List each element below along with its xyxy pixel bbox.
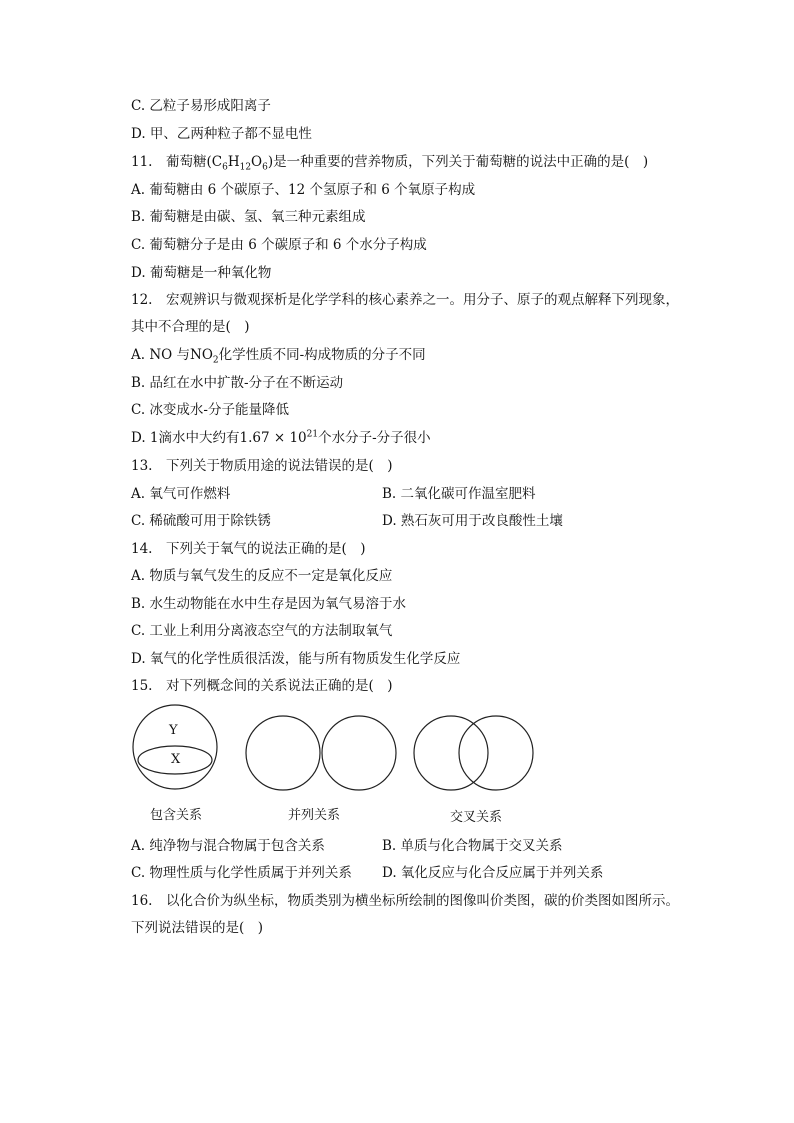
q11-option-b: B. 葡萄糖是由碳、氢、氧三种元素组成 — [131, 209, 366, 225]
venn-contain-outer — [133, 705, 217, 789]
q14-option-b: B. 水生动物能在水中生存是因为氧气易溶于水 — [131, 596, 407, 612]
q16-stem: 16. 以化合价为纵坐标，物质类别为横坐标所绘制的图像叫价类图，碳的价类图如图所示。 — [131, 893, 679, 909]
venn-cross-right — [459, 716, 533, 790]
q11-option-d: D. 葡萄糖是一种氧化物 — [131, 265, 272, 281]
q11-stem: 11. 葡萄糖$(C_6H_{12}O_6)$是一种重要的营养物质，下列关于葡萄糖的说法中正确的是( ) — [131, 154, 649, 173]
venn-parallel-right — [322, 716, 396, 790]
q14-option-d: D. 氧气的化学性质很活泼，能与所有物质发生化学反应 — [131, 651, 461, 667]
q12-stem-cont: 其中不合理的是( ) — [131, 319, 250, 335]
venn-cross-left — [414, 716, 488, 790]
q12-option-a: A. NO 与$NO_2$化学性质不同-构成物质的分子不同 — [131, 347, 426, 366]
option-c-prev: C. 乙粒子易形成阳离子 — [131, 98, 271, 114]
q15-option-d: D. 氧化反应与化合反应属于并列关系 — [382, 865, 604, 881]
q16-stem-cont: 下列说法错误的是( ) — [131, 920, 264, 936]
q13-option-d: D. 熟石灰可用于改良酸性土壤 — [382, 513, 563, 529]
venn-parallel-left — [246, 716, 320, 790]
q14-option-c: C. 工业上利用分离液态空气的方法制取氧气 — [131, 623, 393, 639]
q15-option-a: A. 纯净物与混合物属于包含关系 — [131, 838, 325, 854]
venn-caption-cross: 交叉关系 — [450, 810, 503, 825]
q13-option-c: C. 稀硫酸可用于除铁锈 — [131, 513, 271, 529]
q12-option-c: C. 冰变成水-分子能量降低 — [131, 402, 289, 418]
q15-option-c: C. 物理性质与化学性质属于并列关系 — [131, 865, 352, 881]
q13-stem: 13. 下列关于物质用途的说法错误的是( ) — [131, 458, 393, 474]
q14-stem: 14. 下列关于氧气的说法正确的是( ) — [131, 541, 366, 557]
q11-option-c: C. 葡萄糖分子是由 6 个碳原子和 6 个水分子构成 — [131, 237, 427, 253]
q12-stem: 12. 宏观辨识与微观探析是化学学科的核心素养之一。用分子、原子的观点解释下列现象， — [131, 292, 679, 308]
venn-label-y: Y — [169, 723, 178, 738]
q15-stem: 15. 对下列概念间的关系说法正确的是( ) — [131, 678, 393, 694]
venn-label-x: X — [171, 752, 181, 767]
q13-option-a: A. 氧气可作燃料 — [131, 486, 231, 502]
q14-option-a: A. 物质与氧气发生的反应不一定是氧化反应 — [131, 568, 393, 584]
venn-caption-contain: 包含关系 — [150, 808, 203, 823]
q12-option-d: D. 1滴水中大约有$1.67 \times 10^{21}$个水分子-分子很小 — [131, 429, 431, 446]
option-d-prev: D. 甲、乙两种粒子都不显电性 — [131, 126, 312, 142]
q13-option-b: B. 二氧化碳可作温室肥料 — [382, 486, 536, 502]
q11-option-a: A. 葡萄糖由 6 个碳原子、12 个氢原子和 6 个氧原子构成 — [131, 182, 476, 198]
q15-option-b: B. 单质与化合物属于交叉关系 — [382, 838, 563, 854]
venn-caption-parallel: 并列关系 — [288, 808, 341, 823]
q12-option-b: B. 品红在水中扩散-分子在不断运动 — [131, 375, 344, 391]
